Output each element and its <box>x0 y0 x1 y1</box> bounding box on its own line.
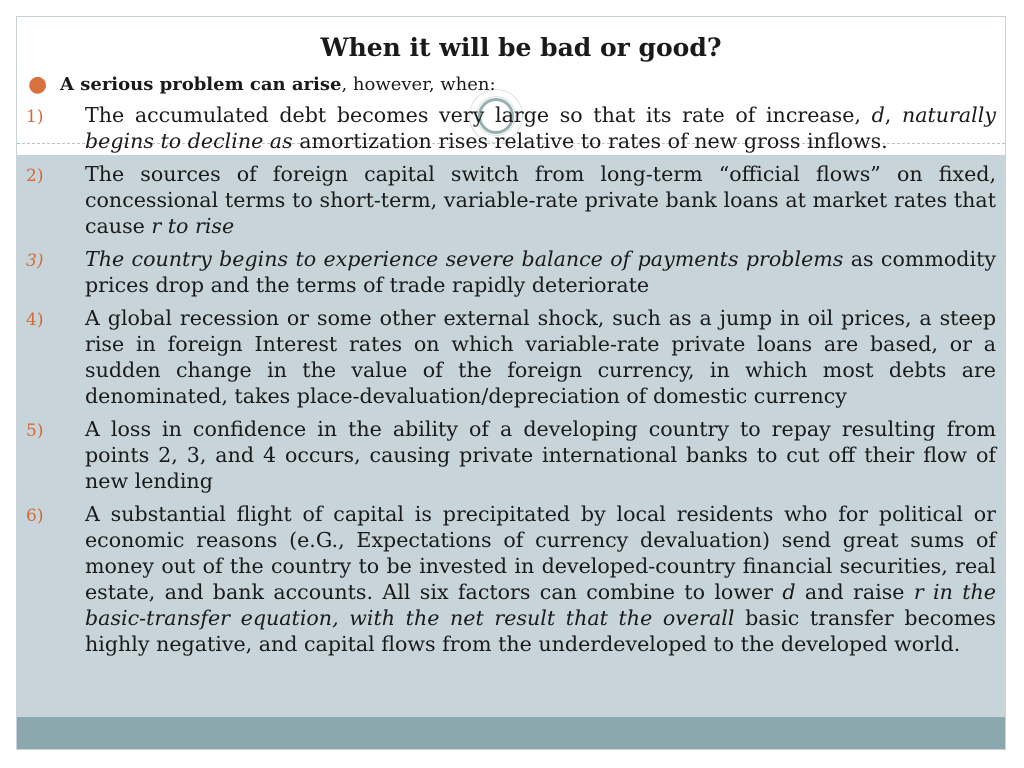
text-run: r to rise <box>151 214 235 238</box>
intro-bullet <box>26 72 996 98</box>
text-run: r in the basic-transfer equation, with the net result that the overall <box>85 580 996 630</box>
list-item-text <box>85 501 996 657</box>
list-item-number: 5) <box>26 421 44 441</box>
list-item <box>26 501 996 657</box>
text-run: , <box>884 103 902 127</box>
slide-title: When it will be bad or good? <box>320 33 722 62</box>
text-run: A loss in confidence in the ability of a developing country to repay resulting from points 2, 3, and 4 occurs, causing private international banks to cut off their flow of new lending <box>85 417 996 493</box>
background-band-bottom <box>17 717 1005 749</box>
intro-bullet-text <box>60 72 496 98</box>
numbered-list <box>26 102 996 657</box>
intro-rest-text: , however, when: <box>341 74 496 95</box>
text-run: d <box>782 580 796 604</box>
list-item-text <box>85 102 996 154</box>
list-item <box>26 305 996 409</box>
list-item <box>26 416 996 494</box>
text-run: basic transfer becomes highly negative, and capital flows from the underdeveloped to the developed world. <box>85 606 997 656</box>
text-run: naturally begins to decline as <box>85 103 996 153</box>
bullet-dot-icon: ● <box>28 72 48 97</box>
text-run: as commodity prices drop and the terms of trade rapidly deteriorate <box>85 247 996 297</box>
text-run: A global recession or some other external shock, such as a jump in oil prices, a steep rise in foreign Interest rates on which variable-rate private loans are based, or a sudden change in the value of the foreign currency, in which most debts are denominated, takes place-devaluation/depreciation of domestic currency <box>85 306 996 408</box>
list-item-number: 6) <box>26 506 44 526</box>
text-run: The sources of foreign capital switch from long-term “official flows” on fixed, concessional terms to short-term, variable-rate private bank loans at market rates that cause <box>85 162 996 238</box>
list-item-number: 1) <box>26 107 44 127</box>
text-run: d <box>871 103 885 127</box>
text-run: A substantial flight of capital is precipitated by local residents who for political or economic reasons (e.G., Expectations of currency devaluation) send great sums of money out of the country to be invested in developed-country financial securities, real estate, and bank accounts. All six factors can combine to lower <box>85 502 996 604</box>
list-item-number: 4) <box>26 310 44 330</box>
list-item-number: 3) <box>26 251 44 271</box>
text-run: The accumulated debt becomes very large so that its rate of increase, <box>85 103 872 127</box>
slide-content <box>26 30 996 664</box>
list-item <box>26 161 996 239</box>
text-run: amortization rises relative to rates of new gross inflows. <box>292 129 888 153</box>
list-item-number: 2) <box>26 166 44 186</box>
list-item <box>26 102 996 154</box>
list-item-text <box>85 305 996 409</box>
text-run: The country begins to experience severe balance of payments problems <box>85 247 844 271</box>
list-item-text <box>85 161 996 239</box>
list-item <box>26 246 996 298</box>
list-item-text <box>85 246 996 298</box>
text-run: and raise <box>795 580 914 604</box>
intro-bold-text: A serious problem can arise <box>60 74 342 95</box>
list-item-text <box>85 416 996 494</box>
